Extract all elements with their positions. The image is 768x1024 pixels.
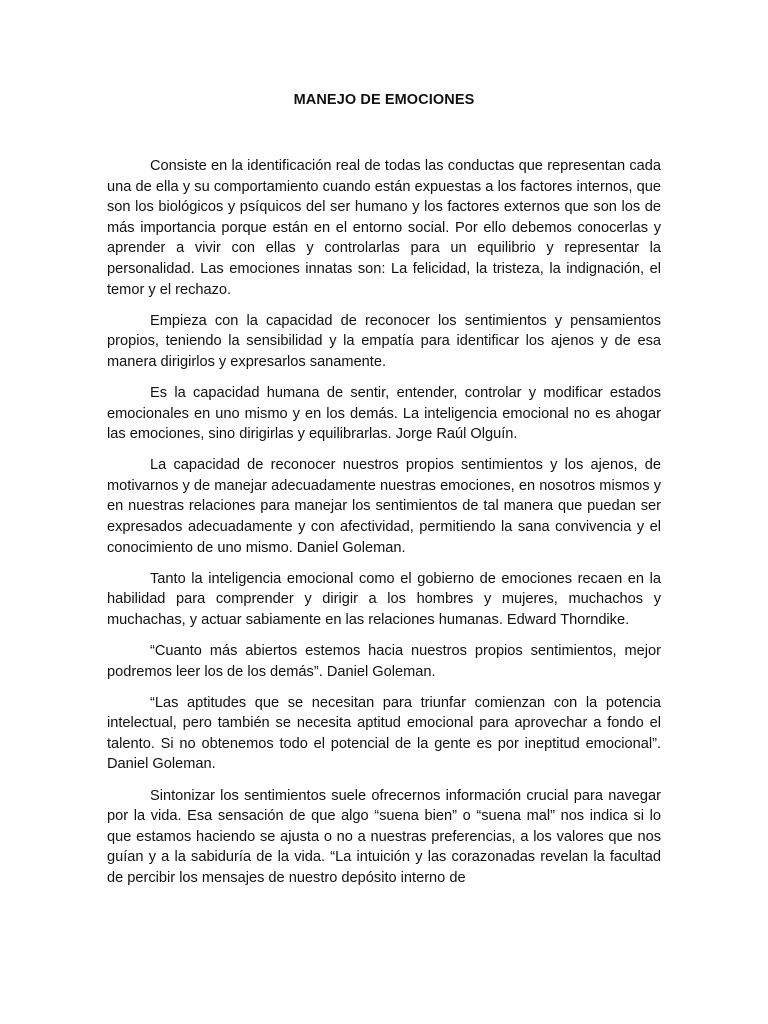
paragraph-definition: Consiste en la identificación real de todas las conductas que representan cada una de ella y su comportamiento cuando están expuestas a los factores internos, que son los biológicos y psíquicos del ser humano y los factores externos que son los de más importancia porque están en el entorno social. Por ello debemos conocerlas y aprender a vivir con ellas y controlarlas para un equilibrio y representar la personalidad. Las emociones innatas son: La felicidad, la tristeza, la indignación, el temor y el rechazo. [107, 158, 661, 298]
document-body [107, 156, 661, 899]
paragraph-recognize: Empieza con la capacidad de reconocer los sentimientos y pensamientos propios, teniendo la sensibilidad y la empatía para identificar los ajenos y de esa manera dirigirlos y expresarlos sanamente. [107, 312, 661, 370]
paragraph-goleman-quote-2: “Las aptitudes que se necesitan para triunfar comienzan con la potencia intelectual, pero también se necesita aptitud emocional para aprovechar a fondo el talento. Si no obtenemos todo el potencial de la gente es por ineptitud emocional”. Daniel Goleman. [107, 694, 661, 773]
paragraph-goleman-quote-1: “Cuanto más abiertos estemos hacia nuestros propios sentimientos, mejor podremos leer los de los demás”. Daniel Goleman. [107, 642, 661, 680]
paragraph-goleman-capacity: La capacidad de reconocer nuestros propios sentimientos y los ajenos, de motivarnos y de manejar adecuadamente nuestras emociones, en nosotros mismos y en nuestras relaciones para manejar los sentimientos de tal manera que puedan ser expresados adecuadamente y con afectividad, permitiendo la sana convivencia y el conocimiento de uno mismo. Daniel Goleman. [107, 457, 661, 556]
paragraph-olguin: Es la capacidad humana de sentir, entender, controlar y modificar estados emocionales en uno mismo y en los demás. La inteligencia emocional no es ahogar las emociones, sino dirigirlas y equilibrarlas. Jorge Raúl Olguín. [107, 384, 661, 443]
document-title: MANEJO DE EMOCIONES [293, 92, 475, 108]
paragraph-thorndike: Tanto la inteligencia emocional como el gobierno de emociones recaen en la habilidad para comprender y dirigir a los hombres y mujeres, muchachos y muchachas, y actuar sabiamente en las relaciones humanas. Edward Thorndike. [107, 570, 661, 628]
paragraph-sintonizar: Sintonizar los sentimientos suele ofrecernos información crucial para navegar por la vida. Esa sensación de que algo “suena bien” o “suena mal” nos indica si lo que estamos haciendo se ajusta o no a nuestras preferencias, a los valores que nos guían y a la sabiduría de la vida. “La intuición y las corazonadas revelan la facultad de percibir los mensajes de nuestro depósito interno de [107, 787, 661, 886]
